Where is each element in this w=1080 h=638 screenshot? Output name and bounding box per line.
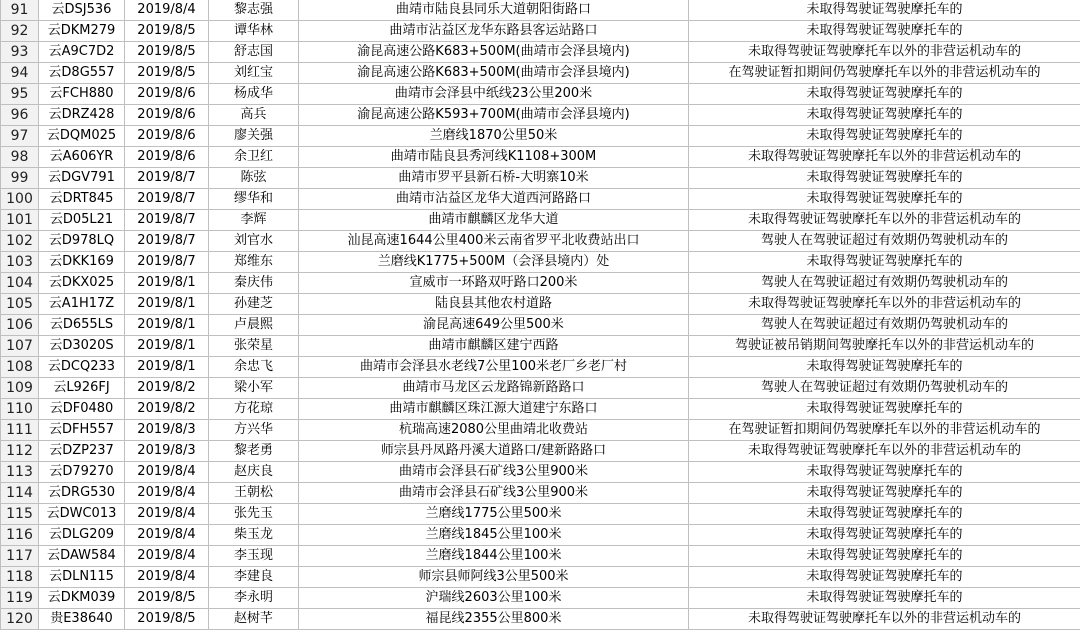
date-cell[interactable]: 2019/8/7 (125, 210, 209, 231)
offense-cell[interactable]: 未取得驾驶证驾驶摩托车的 (689, 21, 1080, 42)
offense-cell[interactable]: 未取得驾驶证驾驶摩托车的 (689, 588, 1080, 609)
location-cell[interactable]: 渝昆高速公路K683+500M(曲靖市会泽县境内) (299, 63, 689, 84)
date-cell[interactable]: 2019/8/5 (125, 42, 209, 63)
plate-cell[interactable]: 云DFH557 (39, 420, 125, 441)
row-number[interactable]: 95 (1, 84, 39, 105)
name-cell[interactable]: 卢晨熙 (209, 315, 299, 336)
name-cell[interactable]: 李辉 (209, 210, 299, 231)
offense-cell[interactable]: 未取得驾驶证驾驶摩托车以外的非营运机动车的 (689, 42, 1080, 63)
name-cell[interactable]: 高兵 (209, 105, 299, 126)
offense-cell[interactable]: 未取得驾驶证驾驶摩托车的 (689, 525, 1080, 546)
name-cell[interactable]: 李玉现 (209, 546, 299, 567)
table-row (1, 588, 1080, 609)
date-cell[interactable]: 2019/8/1 (125, 336, 209, 357)
location-cell[interactable]: 曲靖市陆良县同乐大道朝阳街路口 (299, 0, 689, 21)
offense-cell[interactable]: 未取得驾驶证驾驶摩托车以外的非营运机动车的 (689, 210, 1080, 231)
row-number[interactable]: 93 (1, 42, 39, 63)
table-row (1, 252, 1080, 273)
location-cell[interactable]: 福昆线2355公里800米 (299, 609, 689, 630)
name-cell[interactable]: 黎志强 (209, 0, 299, 21)
plate-cell[interactable]: 云DAW584 (39, 546, 125, 567)
table-row (1, 525, 1080, 546)
row-number[interactable]: 120 (1, 609, 39, 630)
plate-cell[interactable]: 云DKM039 (39, 588, 125, 609)
plate-cell[interactable]: 云D3020S (39, 336, 125, 357)
table-row (1, 441, 1080, 462)
plate-cell[interactable]: 云DQM025 (39, 126, 125, 147)
row-number[interactable]: 112 (1, 441, 39, 462)
name-cell[interactable]: 梁小军 (209, 378, 299, 399)
table-body (1, 0, 1080, 630)
row-number[interactable]: 118 (1, 567, 39, 588)
location-cell[interactable]: 兰磨线1775公里500米 (299, 504, 689, 525)
table-row (1, 483, 1080, 504)
date-cell[interactable]: 2019/8/5 (125, 63, 209, 84)
location-cell[interactable]: 曲靖市麒麟区建宁西路 (299, 336, 689, 357)
location-cell[interactable]: 曲靖市会泽县水老线7公里100米老厂乡老厂村 (299, 357, 689, 378)
date-cell[interactable]: 2019/8/6 (125, 147, 209, 168)
table-row (1, 504, 1080, 525)
date-cell[interactable]: 2019/8/1 (125, 315, 209, 336)
date-cell[interactable]: 2019/8/3 (125, 420, 209, 441)
location-cell[interactable]: 渝昆高速公路K593+700M(曲靖市会泽县境内) (299, 105, 689, 126)
row-number[interactable]: 103 (1, 252, 39, 273)
row-number[interactable]: 117 (1, 546, 39, 567)
plate-cell[interactable]: 云DRZ428 (39, 105, 125, 126)
table-row (1, 21, 1080, 42)
table-row (1, 420, 1080, 441)
location-cell[interactable]: 沪瑞线2603公里100米 (299, 588, 689, 609)
plate-cell[interactable]: 云DKX025 (39, 273, 125, 294)
row-number[interactable]: 104 (1, 273, 39, 294)
date-cell[interactable]: 2019/8/7 (125, 231, 209, 252)
table-row (1, 231, 1080, 252)
table-row (1, 42, 1080, 63)
name-cell[interactable]: 余卫红 (209, 147, 299, 168)
name-cell[interactable]: 郑维东 (209, 252, 299, 273)
table-row (1, 462, 1080, 483)
offense-cell[interactable]: 未取得驾驶证驾驶摩托车的 (689, 546, 1080, 567)
location-cell[interactable]: 曲靖市马龙区云龙路锦新路路口 (299, 378, 689, 399)
offense-cell[interactable]: 未取得驾驶证驾驶摩托车的 (689, 483, 1080, 504)
table-row (1, 378, 1080, 399)
location-cell[interactable]: 渝昆高速649公里500米 (299, 315, 689, 336)
table-row (1, 189, 1080, 210)
table-row (1, 609, 1080, 630)
name-cell[interactable]: 李永明 (209, 588, 299, 609)
name-cell[interactable]: 陈弦 (209, 168, 299, 189)
offense-cell[interactable]: 未取得驾驶证驾驶摩托车的 (689, 84, 1080, 105)
date-cell[interactable]: 2019/8/1 (125, 273, 209, 294)
name-cell[interactable]: 余忠飞 (209, 357, 299, 378)
location-cell[interactable]: 曲靖市陆良县秀河线K1108+300M (299, 147, 689, 168)
plate-cell[interactable]: 云DKM279 (39, 21, 125, 42)
date-cell[interactable]: 2019/8/5 (125, 609, 209, 630)
offense-cell[interactable]: 未取得驾驶证驾驶摩托车的 (689, 399, 1080, 420)
date-cell[interactable]: 2019/8/3 (125, 441, 209, 462)
plate-cell[interactable]: 云A606YR (39, 147, 125, 168)
plate-cell[interactable]: 云DKK169 (39, 252, 125, 273)
row-number[interactable]: 119 (1, 588, 39, 609)
date-cell[interactable]: 2019/8/4 (125, 0, 209, 21)
row-number[interactable]: 110 (1, 399, 39, 420)
offense-cell[interactable]: 未取得驾驶证驾驶摩托车以外的非营运机动车的 (689, 147, 1080, 168)
location-cell[interactable]: 汕昆高速1644公里400米云南省罗平北收费站出口 (299, 231, 689, 252)
table-row (1, 210, 1080, 231)
name-cell[interactable]: 王朝松 (209, 483, 299, 504)
table-row (1, 294, 1080, 315)
plate-cell[interactable]: 云D8G557 (39, 63, 125, 84)
table-row (1, 399, 1080, 420)
location-cell[interactable]: 曲靖市沾益区龙华大道西河路路口 (299, 189, 689, 210)
name-cell[interactable]: 赵树芊 (209, 609, 299, 630)
location-cell[interactable]: 曲靖市沾益区龙华东路县客运站路口 (299, 21, 689, 42)
plate-cell[interactable]: 云DCQ233 (39, 357, 125, 378)
table-row (1, 273, 1080, 294)
row-number[interactable]: 100 (1, 189, 39, 210)
date-cell[interactable]: 2019/8/5 (125, 588, 209, 609)
location-cell[interactable]: 曲靖市麒麟区珠江源大道建宁东路口 (299, 399, 689, 420)
location-cell[interactable]: 师宗县师阿线3公里500米 (299, 567, 689, 588)
row-number[interactable]: 105 (1, 294, 39, 315)
row-number[interactable]: 99 (1, 168, 39, 189)
date-cell[interactable]: 2019/8/4 (125, 462, 209, 483)
plate-cell[interactable]: 云D05L21 (39, 210, 125, 231)
name-cell[interactable]: 刘官水 (209, 231, 299, 252)
plate-cell[interactable]: 云DF0480 (39, 399, 125, 420)
name-cell[interactable]: 舒志国 (209, 42, 299, 63)
offense-cell[interactable]: 驾驶证被吊销期间驾驶摩托车以外的非营运机动车的 (689, 336, 1080, 357)
name-cell[interactable]: 柴玉龙 (209, 525, 299, 546)
table-row (1, 336, 1080, 357)
date-cell[interactable]: 2019/8/4 (125, 567, 209, 588)
date-cell[interactable]: 2019/8/6 (125, 84, 209, 105)
name-cell[interactable]: 张先玉 (209, 504, 299, 525)
row-number[interactable]: 109 (1, 378, 39, 399)
date-cell[interactable]: 2019/8/1 (125, 357, 209, 378)
name-cell[interactable]: 黎老勇 (209, 441, 299, 462)
row-number[interactable]: 92 (1, 21, 39, 42)
location-cell[interactable]: 兰磨线K1775+500M（会泽县境内）处 (299, 252, 689, 273)
date-cell[interactable]: 2019/8/5 (125, 21, 209, 42)
table-row (1, 0, 1080, 21)
table-row (1, 105, 1080, 126)
offense-cell[interactable]: 未取得驾驶证驾驶摩托车以外的非营运机动车的 (689, 609, 1080, 630)
table-row (1, 546, 1080, 567)
table-row (1, 126, 1080, 147)
date-cell[interactable]: 2019/8/6 (125, 126, 209, 147)
location-cell[interactable]: 兰磨线1845公里100米 (299, 525, 689, 546)
table-row (1, 63, 1080, 84)
plate-cell[interactable]: 云D655LS (39, 315, 125, 336)
offense-cell[interactable]: 驾驶人在驾驶证超过有效期仍驾驶机动车的 (689, 378, 1080, 399)
location-cell[interactable]: 宣威市一环路双吁路口200米 (299, 273, 689, 294)
name-cell[interactable]: 杨成华 (209, 84, 299, 105)
plate-cell[interactable]: 云FCH880 (39, 84, 125, 105)
row-number[interactable]: 113 (1, 462, 39, 483)
row-number[interactable]: 107 (1, 336, 39, 357)
date-cell[interactable]: 2019/8/7 (125, 189, 209, 210)
row-number[interactable]: 97 (1, 126, 39, 147)
plate-cell[interactable]: 云DRT845 (39, 189, 125, 210)
date-cell[interactable]: 2019/8/6 (125, 105, 209, 126)
plate-cell[interactable]: 云D79270 (39, 462, 125, 483)
row-number[interactable]: 108 (1, 357, 39, 378)
plate-cell[interactable]: 云L926FJ (39, 378, 125, 399)
date-cell[interactable]: 2019/8/7 (125, 252, 209, 273)
name-cell[interactable]: 谭华林 (209, 21, 299, 42)
date-cell[interactable]: 2019/8/2 (125, 399, 209, 420)
offense-cell[interactable]: 未取得驾驶证驾驶摩托车以外的非营运机动车的 (689, 294, 1080, 315)
location-cell[interactable]: 曲靖市麒麟区龙华大道 (299, 210, 689, 231)
location-cell[interactable]: 渝昆高速公路K683+500M(曲靖市会泽县境内) (299, 42, 689, 63)
offense-cell[interactable]: 未取得驾驶证驾驶摩托车的 (689, 252, 1080, 273)
table-row (1, 357, 1080, 378)
plate-cell[interactable]: 贵E38640 (39, 609, 125, 630)
location-cell[interactable]: 曲靖市会泽县石矿线3公里900米 (299, 483, 689, 504)
location-cell[interactable]: 兰磨线1844公里100米 (299, 546, 689, 567)
name-cell[interactable]: 方兴华 (209, 420, 299, 441)
row-number[interactable]: 98 (1, 147, 39, 168)
row-number[interactable]: 111 (1, 420, 39, 441)
name-cell[interactable]: 刘红宝 (209, 63, 299, 84)
plate-cell[interactable]: 云DLG209 (39, 525, 125, 546)
plate-cell[interactable]: 云A9C7D2 (39, 42, 125, 63)
name-cell[interactable]: 张荣星 (209, 336, 299, 357)
row-number[interactable]: 101 (1, 210, 39, 231)
row-number[interactable]: 114 (1, 483, 39, 504)
offense-cell[interactable]: 未取得驾驶证驾驶摩托车的 (689, 357, 1080, 378)
location-cell[interactable]: 师宗县丹凤路丹溪大道路口/建新路路口 (299, 441, 689, 462)
offense-cell[interactable]: 在驾驶证暂扣期间仍驾驶摩托车以外的非营运机动车的 (689, 63, 1080, 84)
table-row (1, 567, 1080, 588)
row-number[interactable]: 94 (1, 63, 39, 84)
row-number[interactable]: 106 (1, 315, 39, 336)
name-cell[interactable]: 方花琼 (209, 399, 299, 420)
date-cell[interactable]: 2019/8/1 (125, 294, 209, 315)
offense-cell[interactable]: 未取得驾驶证驾驶摩托车的 (689, 567, 1080, 588)
plate-cell[interactable]: 云DRG530 (39, 483, 125, 504)
name-cell[interactable]: 孙建芝 (209, 294, 299, 315)
offense-cell[interactable]: 未取得驾驶证驾驶摩托车的 (689, 168, 1080, 189)
plate-cell[interactable]: 云DZP237 (39, 441, 125, 462)
offense-cell[interactable]: 驾驶人在驾驶证超过有效期仍驾驶机动车的 (689, 273, 1080, 294)
name-cell[interactable]: 缪华和 (209, 189, 299, 210)
table-row (1, 168, 1080, 189)
table-row (1, 147, 1080, 168)
date-cell[interactable]: 2019/8/2 (125, 378, 209, 399)
name-cell[interactable]: 廖关强 (209, 126, 299, 147)
date-cell[interactable]: 2019/8/4 (125, 546, 209, 567)
location-cell[interactable]: 曲靖市罗平县新石桥-大明寨10米 (299, 168, 689, 189)
offense-cell[interactable]: 在驾驶证暂扣期间仍驾驶摩托车以外的非营运机动车的 (689, 420, 1080, 441)
location-cell[interactable]: 曲靖市会泽县石矿线3公里900米 (299, 462, 689, 483)
row-number[interactable]: 115 (1, 504, 39, 525)
row-number[interactable]: 116 (1, 525, 39, 546)
name-cell[interactable]: 秦庆伟 (209, 273, 299, 294)
location-cell[interactable]: 兰磨线1870公里50米 (299, 126, 689, 147)
offense-cell[interactable]: 未取得驾驶证驾驶摩托车的 (689, 462, 1080, 483)
plate-cell[interactable]: 云DWC013 (39, 504, 125, 525)
location-cell[interactable]: 曲靖市会泽县中纸线23公里200米 (299, 84, 689, 105)
date-cell[interactable]: 2019/8/7 (125, 168, 209, 189)
name-cell[interactable]: 赵庆良 (209, 462, 299, 483)
date-cell[interactable]: 2019/8/4 (125, 504, 209, 525)
offense-cell[interactable]: 未取得驾驶证驾驶摩托车以外的非营运机动车的 (689, 441, 1080, 462)
plate-cell[interactable]: 云DGV791 (39, 168, 125, 189)
plate-cell[interactable]: 云D978LQ (39, 231, 125, 252)
offense-cell[interactable]: 未取得驾驶证驾驶摩托车的 (689, 504, 1080, 525)
offense-cell[interactable]: 未取得驾驶证驾驶摩托车的 (689, 126, 1080, 147)
row-number[interactable]: 96 (1, 105, 39, 126)
offense-cell[interactable]: 驾驶人在驾驶证超过有效期仍驾驶机动车的 (689, 315, 1080, 336)
offense-cell[interactable]: 未取得驾驶证驾驶摩托车的 (689, 189, 1080, 210)
location-cell[interactable]: 陆良县其他农村道路 (299, 294, 689, 315)
name-cell[interactable]: 李建良 (209, 567, 299, 588)
table-row (1, 315, 1080, 336)
offense-cell[interactable]: 未取得驾驶证驾驶摩托车的 (689, 0, 1080, 21)
table-row (1, 84, 1080, 105)
date-cell[interactable]: 2019/8/4 (125, 483, 209, 504)
plate-cell[interactable]: 云DLN115 (39, 567, 125, 588)
row-number[interactable]: 91 (1, 0, 39, 21)
plate-cell[interactable]: 云DSJ536 (39, 0, 125, 21)
offense-cell[interactable]: 未取得驾驶证驾驶摩托车的 (689, 105, 1080, 126)
offense-cell[interactable]: 驾驶人在驾驶证超过有效期仍驾驶机动车的 (689, 231, 1080, 252)
plate-cell[interactable]: 云A1H17Z (39, 294, 125, 315)
row-number[interactable]: 102 (1, 231, 39, 252)
location-cell[interactable]: 杭瑞高速2080公里曲靖北收费站 (299, 420, 689, 441)
date-cell[interactable]: 2019/8/4 (125, 525, 209, 546)
